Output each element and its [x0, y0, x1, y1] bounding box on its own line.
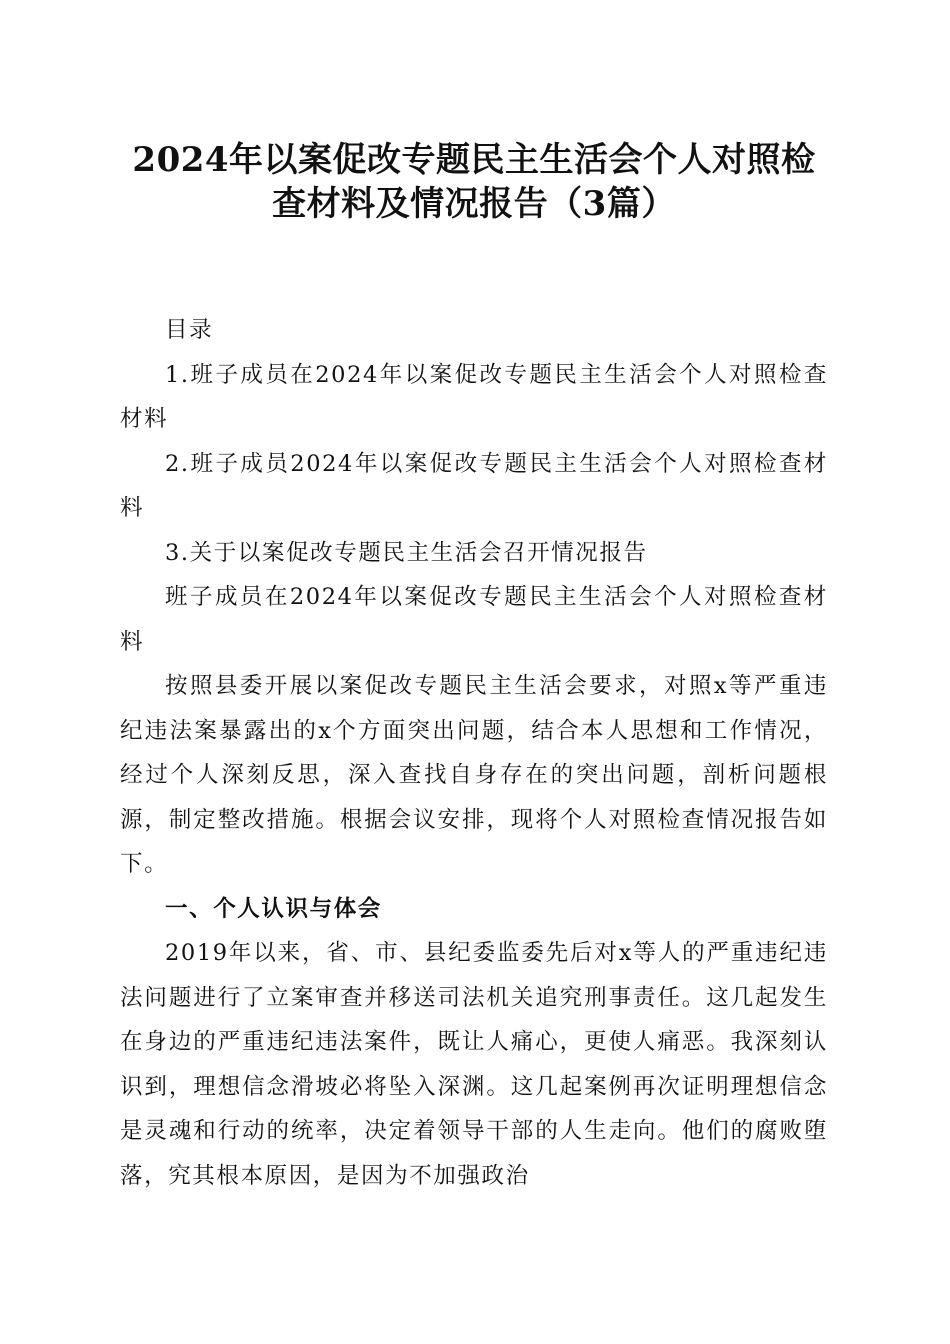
document-title — [120, 138, 828, 226]
section-heading-1: 一、个人认识与体会 — [165, 895, 382, 922]
document-body — [120, 308, 828, 1198]
toc-heading: 目录 — [165, 317, 214, 343]
toc-item-1: 1.班子成员在2024年以案促改专题民主生活会个人对照检查材料 — [120, 361, 828, 432]
title-line-1: 2024年以案促改专题民主生活会个人对照检 — [132, 140, 816, 180]
toc-item-2: 2.班子成员2024年以案促改专题民主生活会个人对照检查材料 — [120, 450, 828, 521]
article-title: 班子成员在2024年以案促改专题民主生活会个人对照检查材料 — [120, 584, 828, 655]
toc-item-3: 3.关于以案促改专题民主生活会召开情况报告 — [165, 539, 648, 566]
title-line-2: 查材料及情况报告（3篇） — [272, 184, 676, 224]
document-page — [120, 138, 828, 1198]
section-1-paragraph: 2019年以来，省、市、县纪委监委先后对x等人的严重违纪违法问题进行了立案审查并移送司法机关追究刑事责任。这几起发生在身边的严重违纪违法案件，既让人痛心，更使人痛恶。我深刻认识到，理想信念滑坡必将坠入深渊。这几起案例再次证明理想信念是灵魂和行动的统率，决定着领导干部的人生走向。他们的腐败堕落，究其根本原因，是因为不加强政治 — [120, 940, 828, 1189]
intro-paragraph: 按照县委开展以案促改专题民主生活会要求，对照x等严重违纪违法案暴露出的x个方面突出问题，结合本人思想和工作情况，经过个人深刻反思，深入查找自身存在的突出问题，剖析问题根源，制定整改措施。根据会议安排，现将个人对照检查情况报告如下。 — [120, 673, 828, 877]
